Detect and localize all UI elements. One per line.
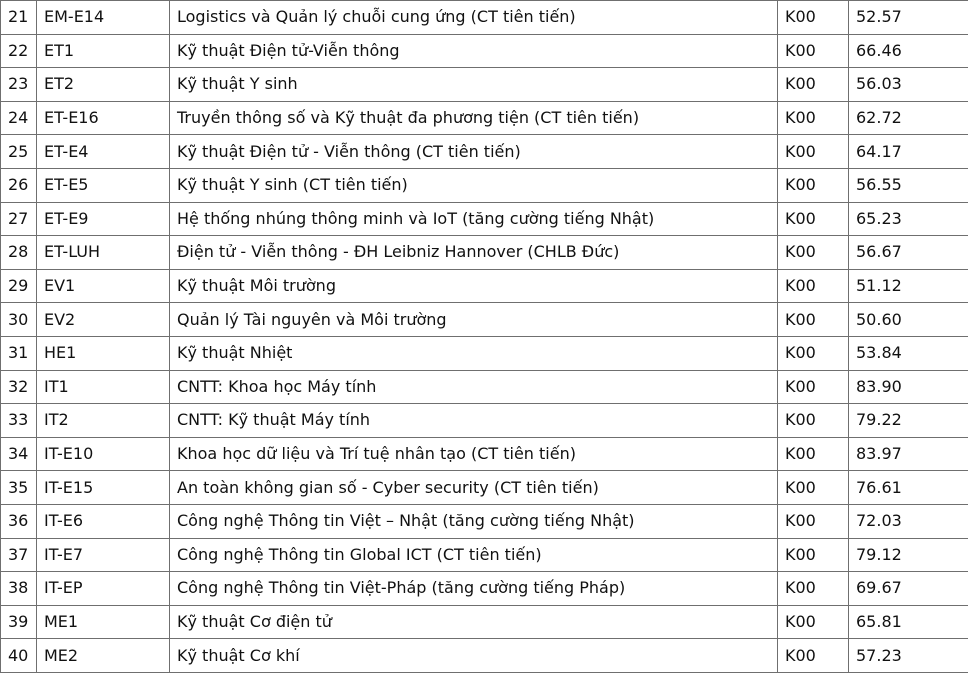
program-code: ET-LUH bbox=[37, 236, 170, 270]
program-name: Quản lý Tài nguyên và Môi trường bbox=[170, 303, 778, 337]
cutoff-score: 69.67 bbox=[849, 572, 968, 606]
program-code: ET2 bbox=[37, 68, 170, 102]
cutoff-score: 83.97 bbox=[849, 437, 968, 471]
row-number: 31 bbox=[1, 336, 37, 370]
cutoff-score: 52.57 bbox=[849, 1, 968, 35]
cutoff-score: 51.12 bbox=[849, 269, 968, 303]
cutoff-score: 72.03 bbox=[849, 504, 968, 538]
cutoff-score: 65.81 bbox=[849, 605, 968, 639]
exam-block: K00 bbox=[778, 135, 849, 169]
program-code: EM-E14 bbox=[37, 1, 170, 35]
program-code: IT2 bbox=[37, 404, 170, 438]
cutoff-score: 50.60 bbox=[849, 303, 968, 337]
table-row bbox=[1, 538, 968, 572]
table-row bbox=[1, 303, 968, 337]
cutoff-score: 56.55 bbox=[849, 168, 968, 202]
program-code: IT-E7 bbox=[37, 538, 170, 572]
row-number: 25 bbox=[1, 135, 37, 169]
table-row bbox=[1, 1, 968, 35]
program-name: Kỹ thuật Cơ điện tử bbox=[170, 605, 778, 639]
table-row bbox=[1, 202, 968, 236]
program-code: ET-E5 bbox=[37, 168, 170, 202]
table-row bbox=[1, 336, 968, 370]
program-code: ET-E4 bbox=[37, 135, 170, 169]
row-number: 34 bbox=[1, 437, 37, 471]
program-code: IT-E15 bbox=[37, 471, 170, 505]
table-row bbox=[1, 605, 968, 639]
program-name: Kỹ thuật Điện tử-Viễn thông bbox=[170, 34, 778, 68]
program-name: Hệ thống nhúng thông minh và IoT (tăng cường tiếng Nhật) bbox=[170, 202, 778, 236]
program-name: CNTT: Khoa học Máy tính bbox=[170, 370, 778, 404]
program-name: Kỹ thuật Y sinh (CT tiên tiến) bbox=[170, 168, 778, 202]
cutoff-score: 62.72 bbox=[849, 101, 968, 135]
row-number: 40 bbox=[1, 639, 37, 673]
exam-block: K00 bbox=[778, 202, 849, 236]
exam-block: K00 bbox=[778, 538, 849, 572]
exam-block: K00 bbox=[778, 471, 849, 505]
program-name: Kỹ thuật Nhiệt bbox=[170, 336, 778, 370]
exam-block: K00 bbox=[778, 639, 849, 673]
exam-block: K00 bbox=[778, 303, 849, 337]
row-number: 33 bbox=[1, 404, 37, 438]
program-code: ET-E9 bbox=[37, 202, 170, 236]
program-code: IT-E6 bbox=[37, 504, 170, 538]
cutoff-score: 64.17 bbox=[849, 135, 968, 169]
cutoff-score: 83.90 bbox=[849, 370, 968, 404]
cutoff-score: 66.46 bbox=[849, 34, 968, 68]
cutoff-score: 56.03 bbox=[849, 68, 968, 102]
program-name: Truyền thông số và Kỹ thuật đa phương tiện (CT tiên tiến) bbox=[170, 101, 778, 135]
program-name: Kỹ thuật Môi trường bbox=[170, 269, 778, 303]
exam-block: K00 bbox=[778, 605, 849, 639]
exam-block: K00 bbox=[778, 168, 849, 202]
program-name: Khoa học dữ liệu và Trí tuệ nhân tạo (CT tiên tiến) bbox=[170, 437, 778, 471]
row-number: 21 bbox=[1, 1, 37, 35]
program-name: Kỹ thuật Cơ khí bbox=[170, 639, 778, 673]
exam-block: K00 bbox=[778, 404, 849, 438]
table-row bbox=[1, 572, 968, 606]
exam-block: K00 bbox=[778, 34, 849, 68]
program-code: ET-E16 bbox=[37, 101, 170, 135]
row-number: 32 bbox=[1, 370, 37, 404]
program-code: ME1 bbox=[37, 605, 170, 639]
row-number: 36 bbox=[1, 504, 37, 538]
exam-block: K00 bbox=[778, 336, 849, 370]
program-code: IT-E10 bbox=[37, 437, 170, 471]
program-name: Logistics và Quản lý chuỗi cung ứng (CT tiên tiến) bbox=[170, 1, 778, 35]
program-code: EV1 bbox=[37, 269, 170, 303]
cutoff-score: 79.12 bbox=[849, 538, 968, 572]
program-code: IT-EP bbox=[37, 572, 170, 606]
table-row bbox=[1, 639, 968, 673]
program-code: ME2 bbox=[37, 639, 170, 673]
cutoff-score: 65.23 bbox=[849, 202, 968, 236]
program-code: IT1 bbox=[37, 370, 170, 404]
row-number: 38 bbox=[1, 572, 37, 606]
table-row bbox=[1, 471, 968, 505]
table-row bbox=[1, 34, 968, 68]
row-number: 26 bbox=[1, 168, 37, 202]
row-number: 24 bbox=[1, 101, 37, 135]
program-code: ET1 bbox=[37, 34, 170, 68]
exam-block: K00 bbox=[778, 572, 849, 606]
table-row bbox=[1, 437, 968, 471]
program-code: EV2 bbox=[37, 303, 170, 337]
cutoff-score: 57.23 bbox=[849, 639, 968, 673]
row-number: 22 bbox=[1, 34, 37, 68]
table-row bbox=[1, 504, 968, 538]
cutoff-score: 56.67 bbox=[849, 236, 968, 270]
exam-block: K00 bbox=[778, 101, 849, 135]
program-name: Điện tử - Viễn thông - ĐH Leibniz Hannover (CHLB Đức) bbox=[170, 236, 778, 270]
program-name: An toàn không gian số - Cyber security (CT tiên tiến) bbox=[170, 471, 778, 505]
table-row bbox=[1, 68, 968, 102]
program-name: Công nghệ Thông tin Việt – Nhật (tăng cường tiếng Nhật) bbox=[170, 504, 778, 538]
row-number: 28 bbox=[1, 236, 37, 270]
row-number: 35 bbox=[1, 471, 37, 505]
exam-block: K00 bbox=[778, 236, 849, 270]
exam-block: K00 bbox=[778, 437, 849, 471]
exam-block: K00 bbox=[778, 370, 849, 404]
row-number: 37 bbox=[1, 538, 37, 572]
program-name: Công nghệ Thông tin Global ICT (CT tiên tiến) bbox=[170, 538, 778, 572]
program-name: Kỹ thuật Y sinh bbox=[170, 68, 778, 102]
program-name: Kỹ thuật Điện tử - Viễn thông (CT tiên tiến) bbox=[170, 135, 778, 169]
row-number: 39 bbox=[1, 605, 37, 639]
row-number: 30 bbox=[1, 303, 37, 337]
row-number: 27 bbox=[1, 202, 37, 236]
program-name: CNTT: Kỹ thuật Máy tính bbox=[170, 404, 778, 438]
table-row bbox=[1, 168, 968, 202]
program-name: Công nghệ Thông tin Việt-Pháp (tăng cường tiếng Pháp) bbox=[170, 572, 778, 606]
table-row bbox=[1, 269, 968, 303]
cutoff-score: 76.61 bbox=[849, 471, 968, 505]
cutoff-score: 53.84 bbox=[849, 336, 968, 370]
row-number: 29 bbox=[1, 269, 37, 303]
table-body bbox=[1, 1, 968, 673]
exam-block: K00 bbox=[778, 68, 849, 102]
row-number: 23 bbox=[1, 68, 37, 102]
table-row bbox=[1, 101, 968, 135]
cutoff-score: 79.22 bbox=[849, 404, 968, 438]
program-code: HE1 bbox=[37, 336, 170, 370]
table-row bbox=[1, 236, 968, 270]
table-row bbox=[1, 370, 968, 404]
exam-block: K00 bbox=[778, 269, 849, 303]
table-row bbox=[1, 135, 968, 169]
exam-block: K00 bbox=[778, 504, 849, 538]
exam-block: K00 bbox=[778, 1, 849, 35]
table-row bbox=[1, 404, 968, 438]
